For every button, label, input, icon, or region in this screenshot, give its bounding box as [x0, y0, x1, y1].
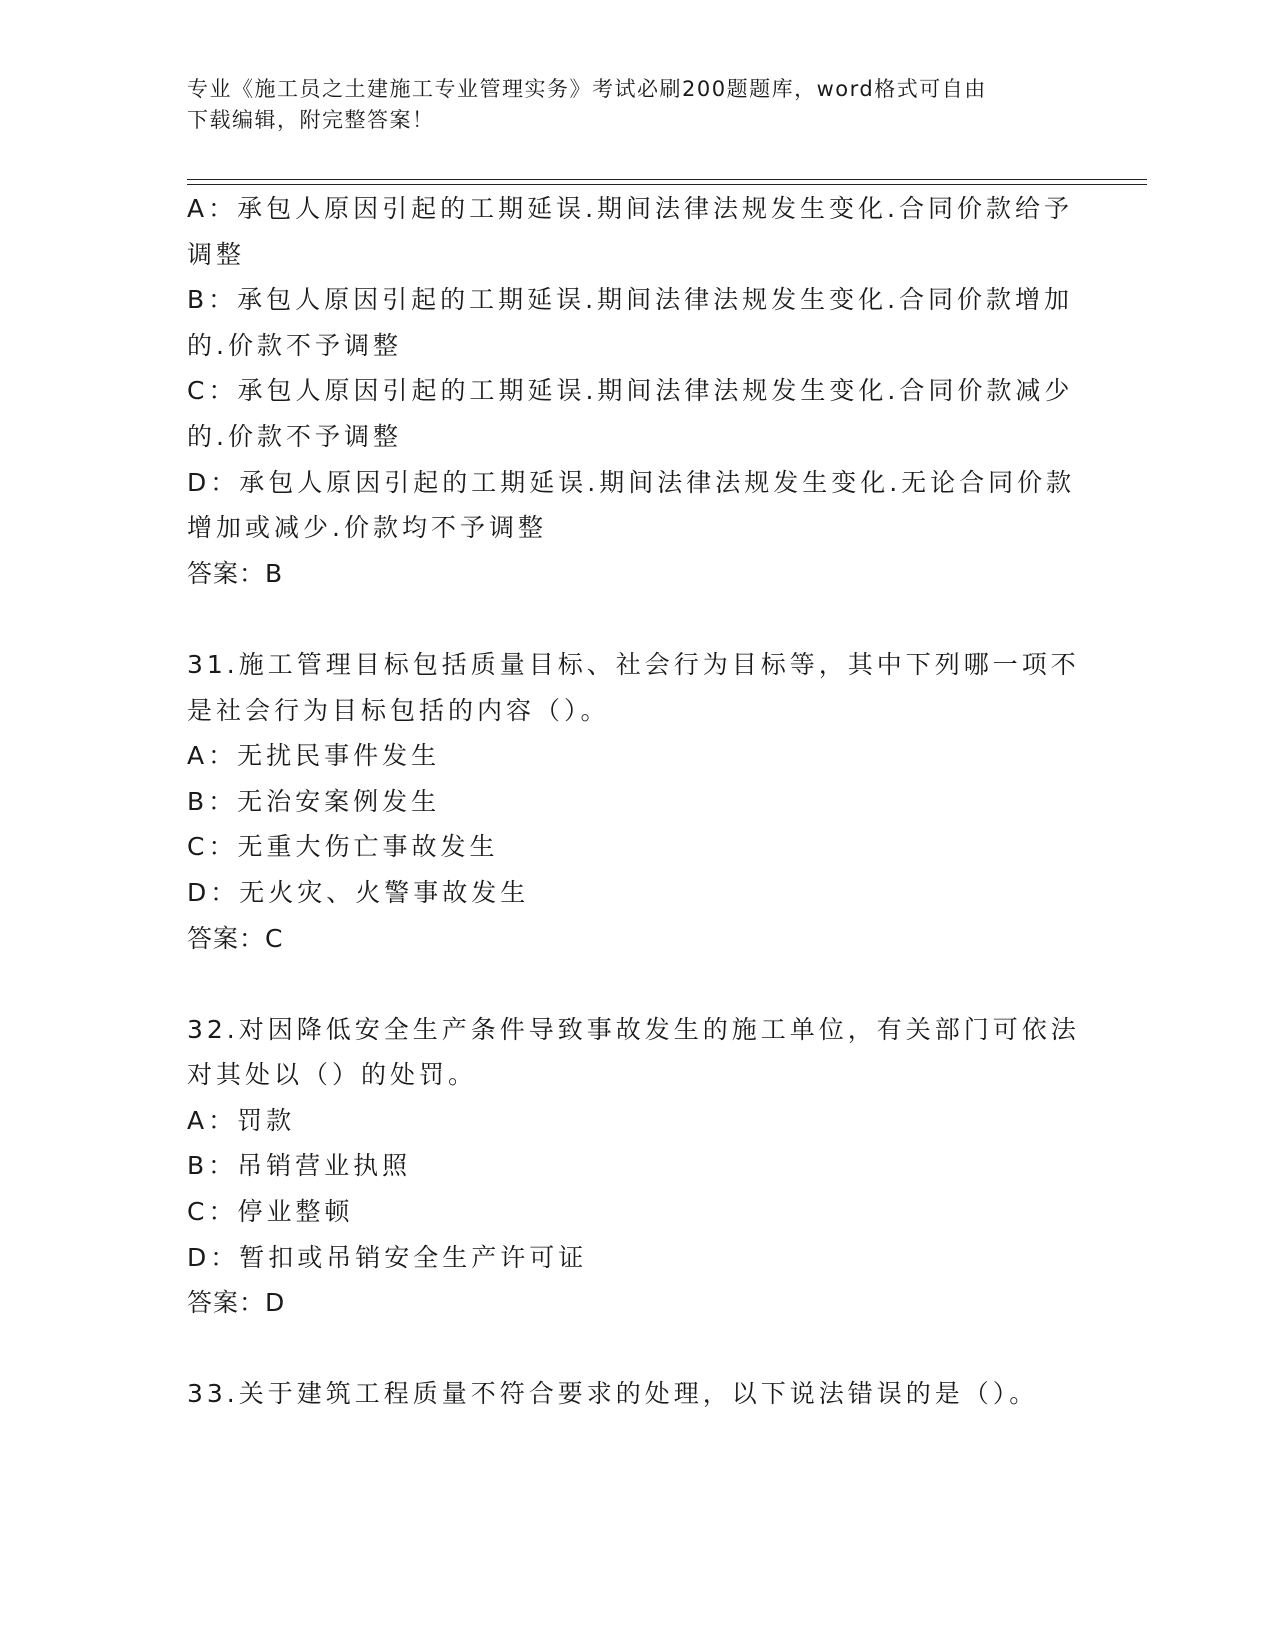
option-c: C：停业整顿: [187, 1197, 354, 1227]
spacer: [187, 596, 1087, 642]
option-b: B：无治安案例发生: [187, 786, 441, 816]
option-c: C：无重大伤亡事故发生: [187, 832, 499, 862]
spacer: [187, 961, 1087, 1007]
question-stem-line-2: 对其处以（）的处罚。: [187, 1060, 478, 1090]
question-content: [187, 186, 1087, 1417]
header-line-1: 专业《施工员之土建施工专业管理实务》考试必刷200题题库，word格式可自由: [187, 77, 987, 101]
question-33-block: [187, 1371, 1087, 1417]
option-d: D：暂扣或吊销安全生产许可证: [187, 1242, 588, 1272]
question-stem-line-1: 33.关于建筑工程质量不符合要求的处理，以下说法错误的是（）。: [187, 1379, 1039, 1409]
option-b-line-2: 的.价款不予调整: [187, 330, 402, 360]
question-32-block: [187, 1007, 1087, 1326]
question-30-block: [187, 186, 1087, 596]
spacer: [187, 1326, 1087, 1372]
option-b: B：吊销营业执照: [187, 1151, 412, 1181]
option-d-line-2: 增加或减少.价款均不予调整: [187, 513, 547, 543]
header-divider-top: [187, 179, 1147, 180]
question-31-block: [187, 642, 1087, 961]
option-a-line-2: 调整: [187, 239, 246, 269]
option-c-line-1: C：承包人原因引起的工期延误.期间法律法规发生变化.合同价款减少: [187, 376, 1074, 406]
answer-line: 答案：D: [187, 1288, 286, 1318]
answer-line: 答案：B: [187, 558, 284, 588]
option-a: A：罚款: [187, 1105, 296, 1135]
option-a-line-1: A：承包人原因引起的工期延误.期间法律法规发生变化.合同价款给予: [187, 194, 1073, 223]
option-a: A：无扰民事件发生: [187, 741, 441, 771]
header-divider-bottom: [187, 184, 1147, 185]
option-d: D：无火灾、火警事故发生: [187, 877, 530, 907]
option-d-line-1: D：承包人原因引起的工期延误.期间法律法规发生变化.无论合同价款: [187, 467, 1076, 497]
option-c-line-2: 的.价款不予调整: [187, 421, 402, 451]
option-b-line-1: B：承包人原因引起的工期延误.期间法律法规发生变化.合同价款增加: [187, 285, 1074, 315]
header-line-2: 下载编辑，附完整答案！: [187, 108, 435, 132]
question-stem-line-1: 31.施工管理目标包括质量目标、社会行为目标等，其中下列哪一项不: [187, 649, 1080, 679]
question-stem-line-1: 32.对因降低安全生产条件导致事故发生的施工单位，有关部门可依法: [187, 1014, 1080, 1044]
answer-line: 答案：C: [187, 923, 284, 953]
question-stem-line-2: 是社会行为目标包括的内容（）。: [187, 695, 610, 725]
document-header: [187, 74, 1087, 136]
